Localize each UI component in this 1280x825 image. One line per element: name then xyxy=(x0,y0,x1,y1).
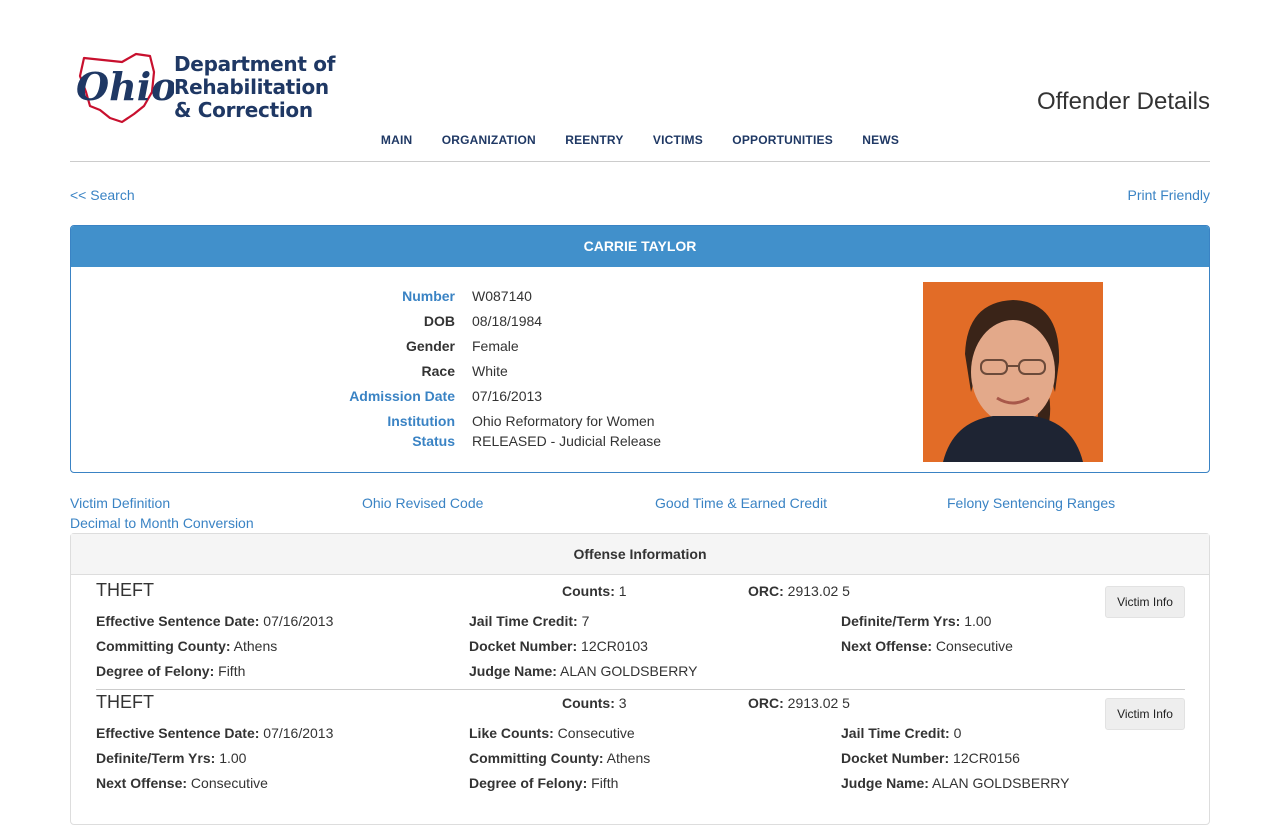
nav-item-victims[interactable]: VICTIMS xyxy=(652,133,703,147)
field-value: Fifth xyxy=(591,775,619,791)
admission-date-value: 07/16/2013 xyxy=(472,388,543,404)
effective-sentence-date xyxy=(96,613,333,629)
offender-photo xyxy=(923,282,1103,462)
main-nav xyxy=(0,133,1280,147)
logo-wordmark xyxy=(174,53,335,122)
offense-entry xyxy=(96,692,1185,802)
status-label[interactable]: Status xyxy=(412,433,455,449)
info-row-institution xyxy=(71,413,771,433)
admission-date-label[interactable]: Admission Date xyxy=(349,388,455,404)
offense-orc xyxy=(748,695,850,711)
orc-label: ORC: xyxy=(748,583,784,599)
field-label: Effective Sentence Date: xyxy=(96,725,260,741)
number-label[interactable]: Number xyxy=(402,288,455,304)
orc-label: ORC: xyxy=(748,695,784,711)
nav-item-opportunities[interactable]: OPPORTUNITIES xyxy=(732,133,833,147)
field-label: Degree of Felony: xyxy=(469,775,588,791)
field-value: 07/16/2013 xyxy=(263,725,334,741)
degree-of-felony xyxy=(96,663,245,679)
institution-value: Ohio Reformatory for Women xyxy=(472,413,655,429)
nav-item-reentry[interactable]: REENTRY xyxy=(565,133,624,147)
field-value: 07/16/2013 xyxy=(263,613,334,629)
print-friendly-link[interactable]: Print Friendly xyxy=(1127,187,1210,203)
victim-info-button[interactable]: Victim Info xyxy=(1105,586,1185,618)
offense-counts xyxy=(562,583,627,599)
victim-info-button[interactable]: Victim Info xyxy=(1105,698,1185,730)
race-value: White xyxy=(472,363,508,379)
nav-item-main[interactable]: MAIN xyxy=(380,133,413,147)
field-value: Athens xyxy=(233,638,278,654)
effective-sentence-date xyxy=(96,725,333,741)
offender-name: CARRIE TAYLOR xyxy=(71,226,1209,267)
orc-value: 2913.02 5 xyxy=(787,695,850,711)
offense-orc xyxy=(748,583,850,599)
field-label: Jail Time Credit: xyxy=(841,725,950,741)
counts-value: 3 xyxy=(618,695,627,711)
like-counts xyxy=(469,725,635,741)
field-value: 7 xyxy=(581,613,590,629)
header-divider xyxy=(70,161,1210,162)
docket-number xyxy=(841,750,1020,766)
info-row-admission-date xyxy=(71,388,771,408)
field-label: Judge Name: xyxy=(841,775,929,791)
offense-title: THEFT xyxy=(96,580,154,600)
dob-value: 08/18/1984 xyxy=(472,313,543,329)
logo-line-1: Department of xyxy=(174,52,336,76)
nav-item-organization[interactable]: ORGANIZATION xyxy=(441,133,536,147)
nav-item-news[interactable]: NEWS xyxy=(862,133,900,147)
jail-time-credit xyxy=(841,725,961,741)
jail-time-credit xyxy=(469,613,589,629)
field-label: Like Counts: xyxy=(469,725,554,741)
offender-panel xyxy=(70,225,1210,473)
gender-value: Female xyxy=(472,338,519,354)
field-label: Docket Number: xyxy=(469,638,578,654)
field-value: Consecutive xyxy=(557,725,635,741)
info-row-dob xyxy=(71,313,771,333)
logo-line-3: & Correction xyxy=(174,98,313,122)
judge-name xyxy=(841,775,1070,791)
decimal-to-month-conversion-link[interactable]: Decimal to Month Conversion xyxy=(70,515,254,531)
field-label: Effective Sentence Date: xyxy=(96,613,260,629)
back-to-search-link[interactable]: << Search xyxy=(70,187,135,203)
orc-value: 2913.02 5 xyxy=(787,583,850,599)
field-value: 1.00 xyxy=(219,750,247,766)
race-label: Race xyxy=(421,363,455,379)
info-row-race xyxy=(71,363,771,383)
field-label: Jail Time Credit: xyxy=(469,613,578,629)
field-value: 0 xyxy=(953,725,962,741)
counts-label: Counts: xyxy=(562,695,615,711)
offense-title: THEFT xyxy=(96,692,154,712)
docket-number xyxy=(469,638,648,654)
info-row-gender xyxy=(71,338,771,358)
field-label: Degree of Felony: xyxy=(96,663,215,679)
field-label: Next Offense: xyxy=(96,775,188,791)
next-offense xyxy=(841,638,1013,654)
dob-label: DOB xyxy=(423,313,455,329)
logo-line-2: Rehabilitation xyxy=(174,75,329,99)
definite-term-yrs xyxy=(96,750,246,766)
next-offense xyxy=(96,775,268,791)
good-time-earned-credit-link[interactable]: Good Time & Earned Credit xyxy=(655,495,827,511)
field-value: ALAN GOLDSBERRY xyxy=(932,775,1070,791)
field-label: Next Offense: xyxy=(841,638,933,654)
definite-term-yrs xyxy=(841,613,991,629)
offense-section-title: Offense Information xyxy=(71,534,1209,575)
offense-divider xyxy=(96,689,1185,690)
degree-of-felony xyxy=(469,775,618,791)
info-row-number xyxy=(71,288,771,308)
info-row-status xyxy=(71,433,771,453)
offense-counts xyxy=(562,695,627,711)
field-label: Judge Name: xyxy=(469,663,557,679)
field-label: Committing County: xyxy=(96,638,231,654)
field-value: ALAN GOLDSBERRY xyxy=(560,663,698,679)
page-title: Offender Details xyxy=(1037,88,1210,115)
counts-label: Counts: xyxy=(562,583,615,599)
field-value: Consecutive xyxy=(190,775,268,791)
ohio-revised-code-link[interactable]: Ohio Revised Code xyxy=(362,495,484,511)
field-label: Definite/Term Yrs: xyxy=(96,750,216,766)
field-label: Definite/Term Yrs: xyxy=(841,613,961,629)
field-label: Docket Number: xyxy=(841,750,950,766)
institution-label[interactable]: Institution xyxy=(387,413,455,429)
field-value: Fifth xyxy=(218,663,246,679)
field-value: 12CR0156 xyxy=(953,750,1020,766)
ohio-state-outline-icon xyxy=(70,52,174,124)
number-value: W087140 xyxy=(472,288,532,304)
status-value: RELEASED - Judicial Release xyxy=(472,433,662,449)
offense-entry xyxy=(96,580,1185,690)
field-value: Consecutive xyxy=(935,638,1013,654)
field-label: Committing County: xyxy=(469,750,604,766)
gender-label: Gender xyxy=(405,338,455,354)
field-value: Athens xyxy=(606,750,651,766)
offense-information-section xyxy=(70,533,1210,825)
logo-script: Ohio xyxy=(76,64,174,109)
counts-value: 1 xyxy=(618,583,627,599)
field-value: 12CR0103 xyxy=(581,638,648,654)
committing-county xyxy=(469,750,650,766)
field-value: 1.00 xyxy=(964,613,992,629)
committing-county xyxy=(96,638,277,654)
felony-sentencing-ranges-link[interactable]: Felony Sentencing Ranges xyxy=(947,495,1116,511)
judge-name xyxy=(469,663,698,679)
victim-definition-link[interactable]: Victim Definition xyxy=(70,495,171,511)
